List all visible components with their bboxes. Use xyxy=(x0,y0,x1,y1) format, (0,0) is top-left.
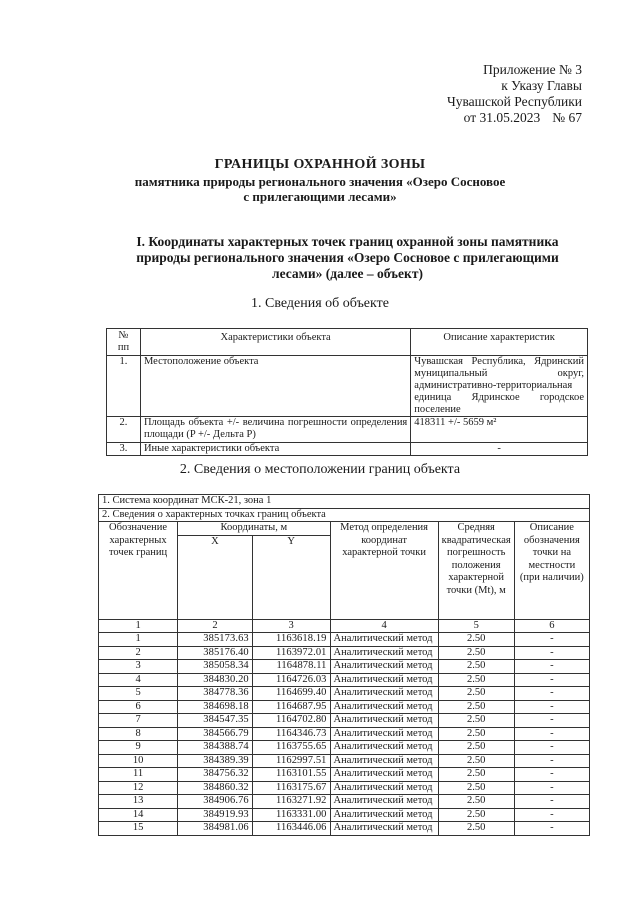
table-row xyxy=(99,822,590,836)
table-header-row xyxy=(107,329,588,356)
point-x: 384566.79 xyxy=(178,727,253,741)
point-x: 385173.63 xyxy=(178,633,253,647)
point-mt: 2.50 xyxy=(438,754,514,768)
appendix-line-1: Приложение № 3 xyxy=(483,62,582,77)
point-id: 3 xyxy=(99,660,178,674)
point-desc: - xyxy=(514,741,589,755)
point-desc: - xyxy=(514,673,589,687)
point-y: 1163755.65 xyxy=(252,741,330,755)
point-method: Аналитический метод xyxy=(330,633,438,647)
point-method: Аналитический метод xyxy=(330,660,438,674)
point-method: Аналитический метод xyxy=(330,646,438,660)
table-row xyxy=(99,741,590,755)
point-y: 1163271.92 xyxy=(252,795,330,809)
point-id: 9 xyxy=(99,741,178,755)
point-y: 1163175.67 xyxy=(252,781,330,795)
subtitle-line-2: с прилегающими лесами» xyxy=(243,189,397,204)
point-x: 384860.32 xyxy=(178,781,253,795)
table-row xyxy=(99,700,590,714)
point-id: 6 xyxy=(99,700,178,714)
point-y: 1163331.00 xyxy=(252,808,330,822)
table-header-row xyxy=(99,522,590,536)
row-name: Иные характеристики объекта xyxy=(140,443,410,456)
point-mt: 2.50 xyxy=(438,687,514,701)
table-row xyxy=(99,687,590,701)
point-x: 384919.93 xyxy=(178,808,253,822)
col-header-description: Описание характеристик xyxy=(411,329,588,356)
point-id: 13 xyxy=(99,795,178,809)
point-y: 1164878.11 xyxy=(252,660,330,674)
point-x: 384906.76 xyxy=(178,795,253,809)
table-row xyxy=(99,646,590,660)
coordinate-system: 1. Система координат МСК-21, зона 1 xyxy=(99,495,590,509)
point-desc: - xyxy=(514,822,589,836)
point-method: Аналитический метод xyxy=(330,727,438,741)
point-method: Аналитический метод xyxy=(330,795,438,809)
row-value: Чувашская Республика, Ядринский муниципальный округ, административно-территориальная единица Ядринское городское поселение xyxy=(411,356,588,417)
table-row xyxy=(99,754,590,768)
point-id: 12 xyxy=(99,781,178,795)
point-method: Аналитический метод xyxy=(330,687,438,701)
point-desc: - xyxy=(514,700,589,714)
table-row xyxy=(99,714,590,728)
table-row xyxy=(99,808,590,822)
point-id: 7 xyxy=(99,714,178,728)
table-row xyxy=(99,795,590,809)
col-header-designation: Обозначение характерных точек границ xyxy=(99,522,178,620)
point-id: 8 xyxy=(99,727,178,741)
point-desc: - xyxy=(514,808,589,822)
point-y: 1164702.80 xyxy=(252,714,330,728)
appendix-block xyxy=(447,62,582,126)
points-title: 2. Сведения о характерных точках границ объекта xyxy=(99,508,590,522)
column-number-row xyxy=(99,619,590,633)
coordinate-system-row xyxy=(99,495,590,509)
point-mt: 2.50 xyxy=(438,700,514,714)
point-mt: 2.50 xyxy=(438,741,514,755)
point-method: Аналитический метод xyxy=(330,741,438,755)
point-x: 384698.18 xyxy=(178,700,253,714)
col-header-y: Y xyxy=(252,535,330,619)
point-desc: - xyxy=(514,781,589,795)
point-desc: - xyxy=(514,754,589,768)
points-title-row xyxy=(99,508,590,522)
col-header-coords: Координаты, м xyxy=(178,522,330,536)
point-method: Аналитический метод xyxy=(330,673,438,687)
point-mt: 2.50 xyxy=(438,714,514,728)
point-mt: 2.50 xyxy=(438,781,514,795)
point-desc: - xyxy=(514,646,589,660)
point-mt: 2.50 xyxy=(438,768,514,782)
point-y: 1163972.01 xyxy=(252,646,330,660)
point-y: 1164726.03 xyxy=(252,673,330,687)
section-1-heading xyxy=(110,234,585,282)
point-mt: 2.50 xyxy=(438,727,514,741)
point-x: 384756.32 xyxy=(178,768,253,782)
col-number: 1 xyxy=(99,619,178,633)
col-header-characteristic: Характеристики объекта xyxy=(140,329,410,356)
table-row xyxy=(107,443,588,456)
appendix-date-line xyxy=(447,110,582,126)
col-number: 2 xyxy=(178,619,253,633)
point-method: Аналитический метод xyxy=(330,714,438,728)
point-y: 1164346.73 xyxy=(252,727,330,741)
object-info-table xyxy=(106,328,588,456)
appendix-line-3: Чувашской Республики xyxy=(446,94,582,109)
point-x: 384389.39 xyxy=(178,754,253,768)
point-method: Аналитический метод xyxy=(330,754,438,768)
row-value: - xyxy=(411,443,588,456)
section-1-line-1: I. Координаты характерных точек границ охранной зоны памятника xyxy=(136,234,559,249)
col-header-error: Средняя квадратическая погрешность положения характерной точки (Mt), м xyxy=(438,522,514,620)
point-mt: 2.50 xyxy=(438,660,514,674)
point-y: 1162997.51 xyxy=(252,754,330,768)
point-mt: 2.50 xyxy=(438,822,514,836)
point-y: 1163446.06 xyxy=(252,822,330,836)
point-x: 385176.40 xyxy=(178,646,253,660)
location-info-heading: 2. Сведения о местоположении границ объекта xyxy=(179,462,461,477)
point-id: 5 xyxy=(99,687,178,701)
col-number: 3 xyxy=(252,619,330,633)
col-header-x: X xyxy=(178,535,253,619)
row-name: Местоположение объекта xyxy=(140,356,410,417)
section-1-line-2: природы регионального значения «Озеро Сосновое с прилегающими xyxy=(136,250,559,265)
point-id: 1 xyxy=(99,633,178,647)
col-number: 4 xyxy=(330,619,438,633)
appendix-date: от 31.05.2023 xyxy=(463,110,541,125)
appendix-line-2: к Указу Главы xyxy=(501,78,582,93)
table-row xyxy=(99,660,590,674)
point-mt: 2.50 xyxy=(438,646,514,660)
section-1-line-3: лесами» (далее – объект) xyxy=(272,266,423,281)
point-method: Аналитический метод xyxy=(330,781,438,795)
point-method: Аналитический метод xyxy=(330,808,438,822)
object-info-heading: 1. Сведения об объекте xyxy=(251,296,389,311)
point-mt: 2.50 xyxy=(438,633,514,647)
point-desc: - xyxy=(514,795,589,809)
col-number: 5 xyxy=(438,619,514,633)
point-method: Аналитический метод xyxy=(330,768,438,782)
boundary-points-table xyxy=(98,494,590,836)
table-row xyxy=(99,768,590,782)
col-number: 6 xyxy=(514,619,589,633)
row-number: 1. xyxy=(107,356,141,417)
row-number: 2. xyxy=(107,417,141,443)
point-x: 384388.74 xyxy=(178,741,253,755)
col-header-number: № пп xyxy=(107,329,141,356)
table-row xyxy=(99,727,590,741)
point-y: 1163101.55 xyxy=(252,768,330,782)
point-x: 384830.20 xyxy=(178,673,253,687)
point-y: 1164687.95 xyxy=(252,700,330,714)
point-x: 384981.06 xyxy=(178,822,253,836)
point-id: 10 xyxy=(99,754,178,768)
point-mt: 2.50 xyxy=(438,808,514,822)
point-y: 1164699.40 xyxy=(252,687,330,701)
table-row xyxy=(99,633,590,647)
point-y: 1163618.19 xyxy=(252,633,330,647)
row-number: 3. xyxy=(107,443,141,456)
col-header-description: Описание обозначения точки на местности (при наличии) xyxy=(514,522,589,620)
document-title: ГРАНИЦЫ ОХРАННОЙ ЗОНЫ xyxy=(214,157,426,172)
point-method: Аналитический метод xyxy=(330,700,438,714)
point-desc: - xyxy=(514,687,589,701)
point-id: 4 xyxy=(99,673,178,687)
point-id: 11 xyxy=(99,768,178,782)
point-id: 14 xyxy=(99,808,178,822)
document-subtitle xyxy=(0,174,640,204)
row-value: 418311 +/- 5659 м² xyxy=(411,417,588,443)
col-header-method: Метод определения координат характерной точки xyxy=(330,522,438,620)
point-x: 384547.35 xyxy=(178,714,253,728)
table-row xyxy=(107,356,588,417)
point-desc: - xyxy=(514,633,589,647)
point-id: 15 xyxy=(99,822,178,836)
appendix-number: № 67 xyxy=(552,110,582,125)
row-name: Площадь объекта +/- величина погрешности определения площади (P +/- Дельта P) xyxy=(140,417,410,443)
point-method: Аналитический метод xyxy=(330,822,438,836)
table-row xyxy=(107,417,588,443)
point-desc: - xyxy=(514,768,589,782)
table-row xyxy=(99,781,590,795)
point-desc: - xyxy=(514,727,589,741)
point-x: 384778.36 xyxy=(178,687,253,701)
point-desc: - xyxy=(514,714,589,728)
point-desc: - xyxy=(514,660,589,674)
subtitle-line-1: памятника природы регионального значения «Озеро Сосновое xyxy=(134,174,506,189)
point-x: 385058.34 xyxy=(178,660,253,674)
point-mt: 2.50 xyxy=(438,795,514,809)
point-mt: 2.50 xyxy=(438,673,514,687)
point-id: 2 xyxy=(99,646,178,660)
table-row xyxy=(99,673,590,687)
